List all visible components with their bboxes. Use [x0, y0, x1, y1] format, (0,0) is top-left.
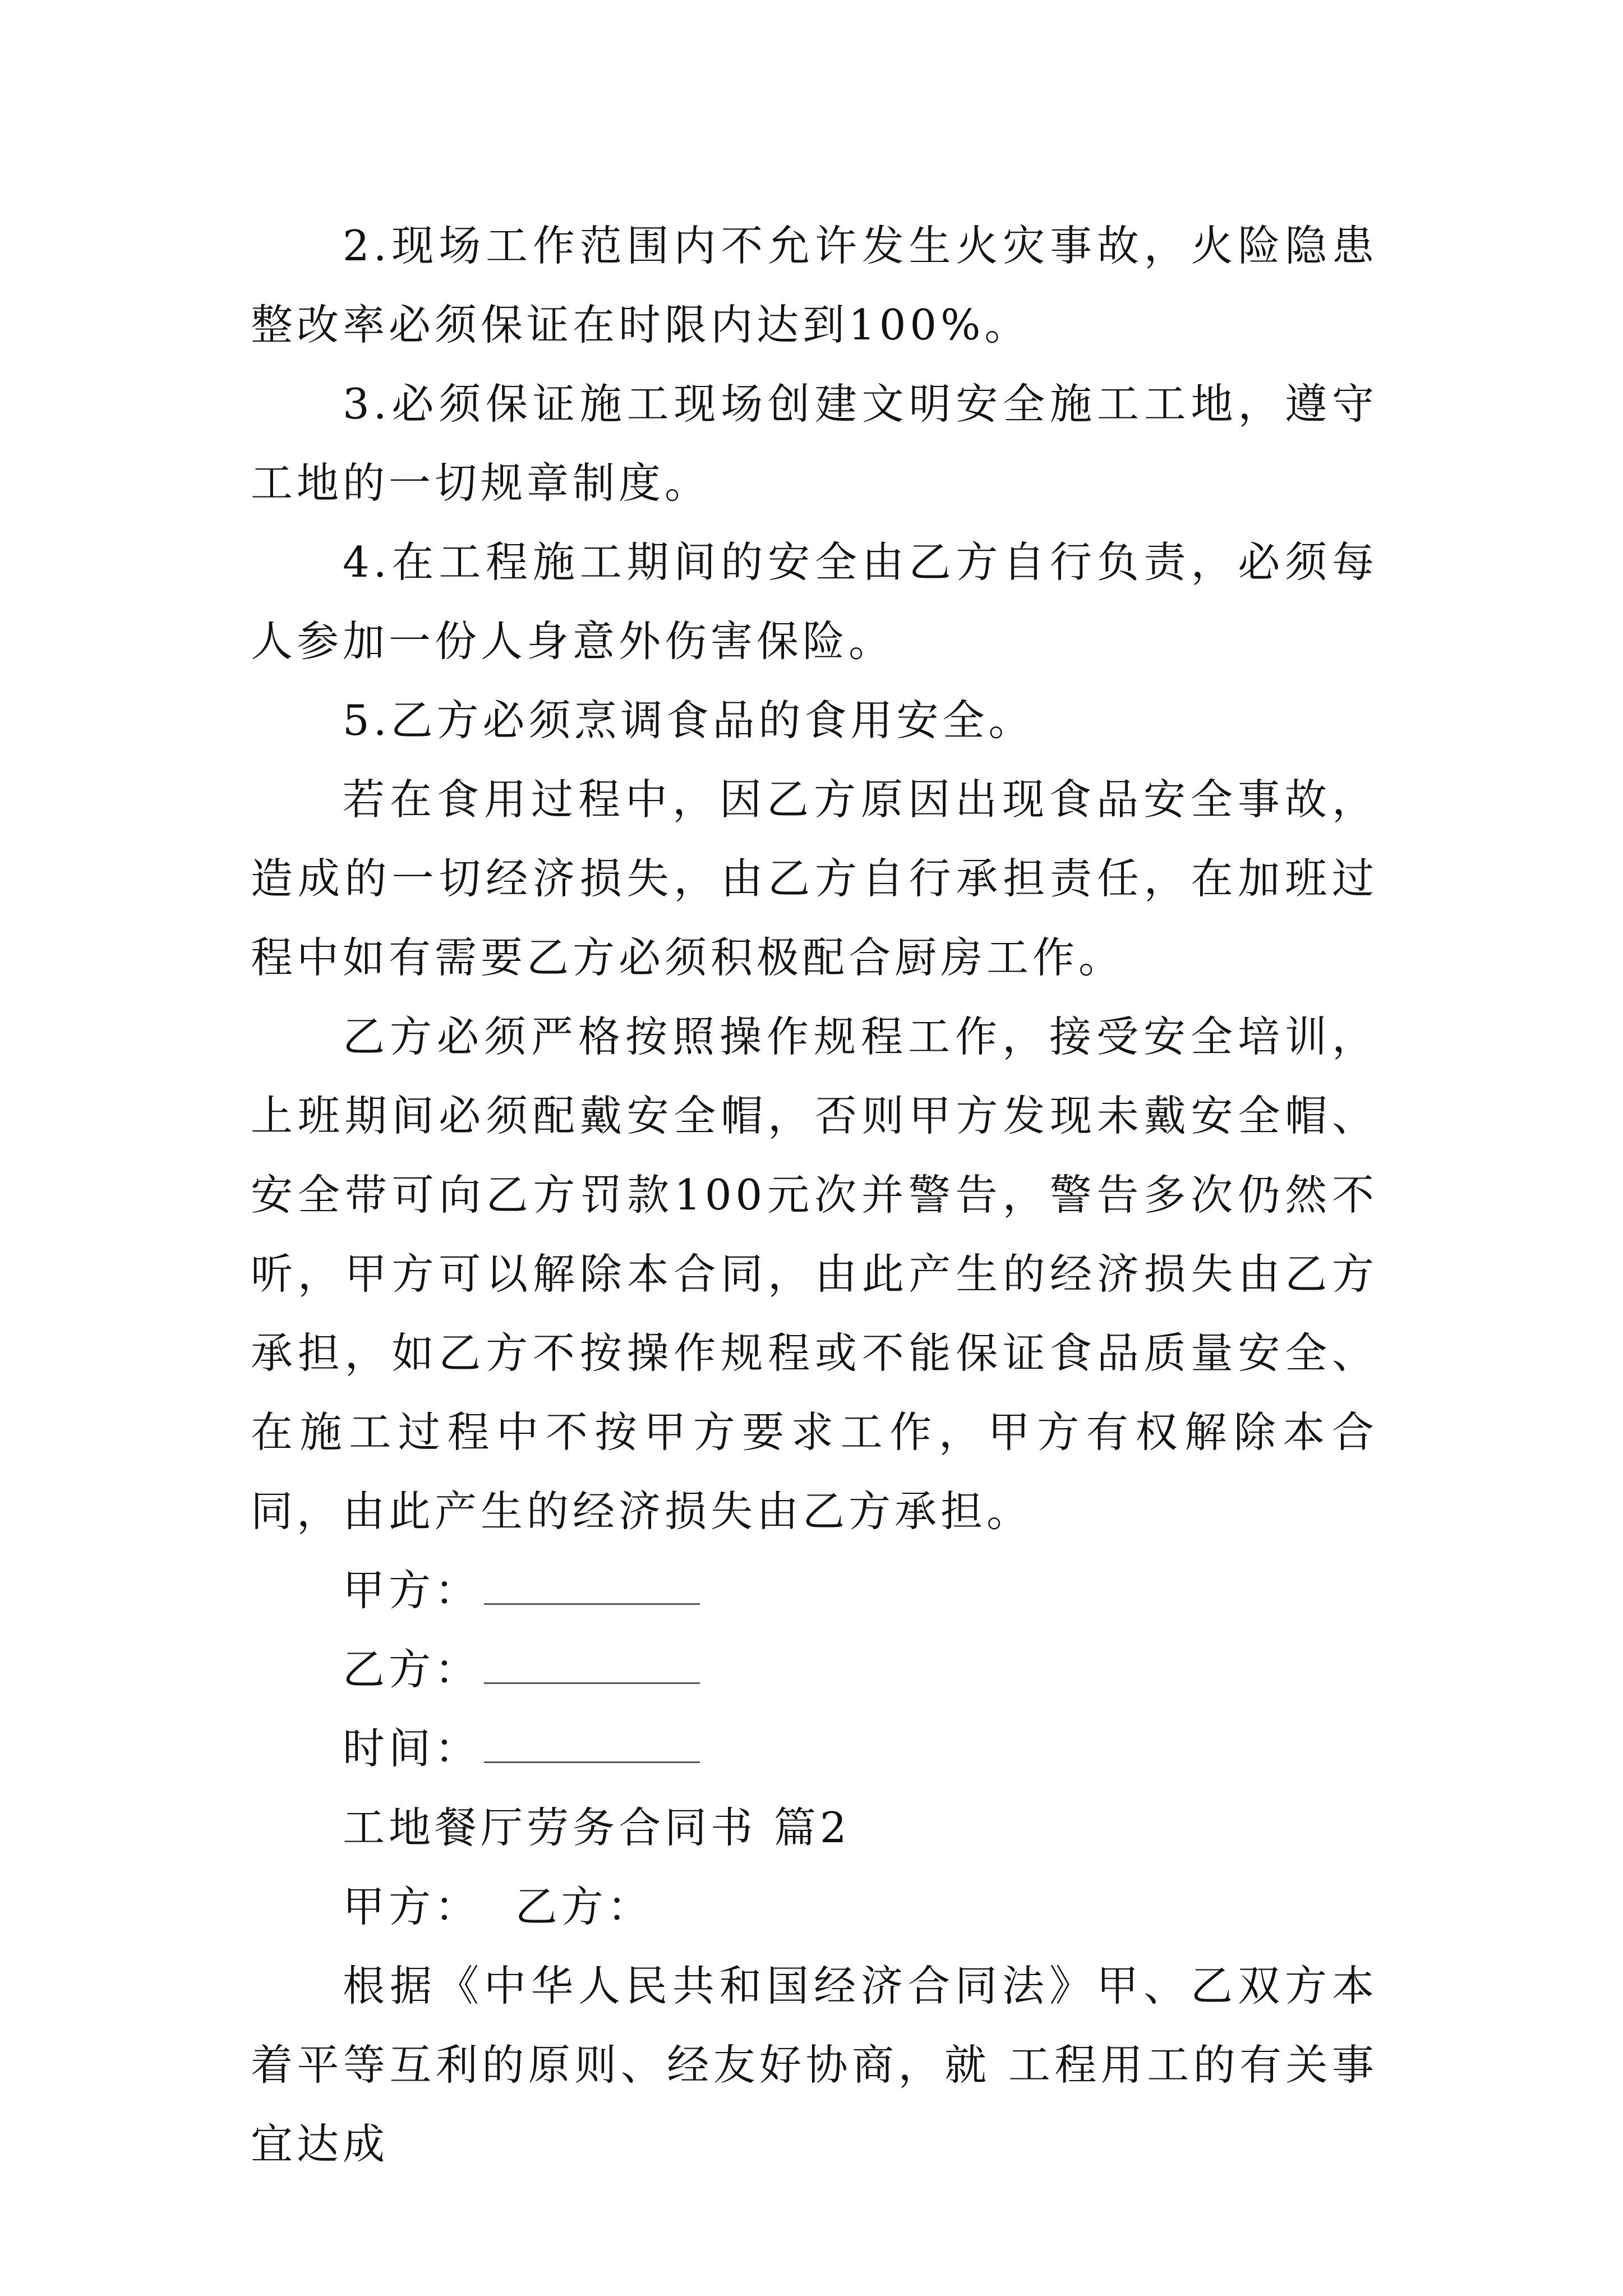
party-b-blank — [484, 1640, 700, 1684]
clause-civilized-site: 3.必须保证施工现场创建文明安全施工工地，遵守工地的一切规章制度。 — [251, 379, 1378, 508]
intro-paragraph: 根据《中华人民共和国经济合同法》甲、乙双方本着平等互利的原则、经友好协商，就 工程用工的有关事宜达成 — [251, 1961, 1378, 2169]
party-a-label: 甲方： — [343, 1566, 481, 1615]
clause-food-accident-liability: 若在食用过程中，因乙方原因出现食品安全事故，造成的一切经济损失，由乙方自行承担责任，在加班过程中如有需要乙方必须积极配合厨房工作。 — [251, 775, 1378, 982]
document-body — [251, 206, 1378, 2184]
signature-party-b — [251, 1630, 1378, 1709]
party-b-label: 乙方： — [343, 1645, 481, 1694]
section-title: 工地餐厅劳务合同书 篇2 — [343, 1803, 851, 1852]
clause-operating-rules: 乙方必须严格按照操作规程工作，接受安全培训，上班期间必须配戴安全帽，否则甲方发现未戴安全帽、安全带可向乙方罚款100元次并警告，警告多次仍然不听，甲方可以解除本合同，由此产生的经济损失由乙方承担，如乙方不按操作规程或不能保证食品质量安全、在施工过程中不按甲方要求工作，甲方有权解除本合同，由此产生的经济损失由乙方承担。 — [251, 1012, 1378, 1536]
signature-time — [251, 1709, 1378, 1788]
clause-food-safety: 5.乙方必须烹调食品的食用安全。 — [343, 696, 1035, 745]
parties-line: 甲方： 乙方： — [343, 1882, 653, 1931]
signature-party-a — [251, 1551, 1378, 1630]
party-a-blank — [484, 1561, 700, 1605]
time-label: 时间： — [343, 1724, 481, 1773]
time-blank — [484, 1719, 700, 1763]
clause-fire-safety: 2.现场工作范围内不允许发生火灾事故，火险隐患整改率必须保证在时限内达到100%。 — [251, 221, 1378, 349]
clause-accident-insurance: 4.在工程施工期间的安全由乙方自行负责，必须每人参加一份人身意外伤害保险。 — [251, 537, 1378, 666]
